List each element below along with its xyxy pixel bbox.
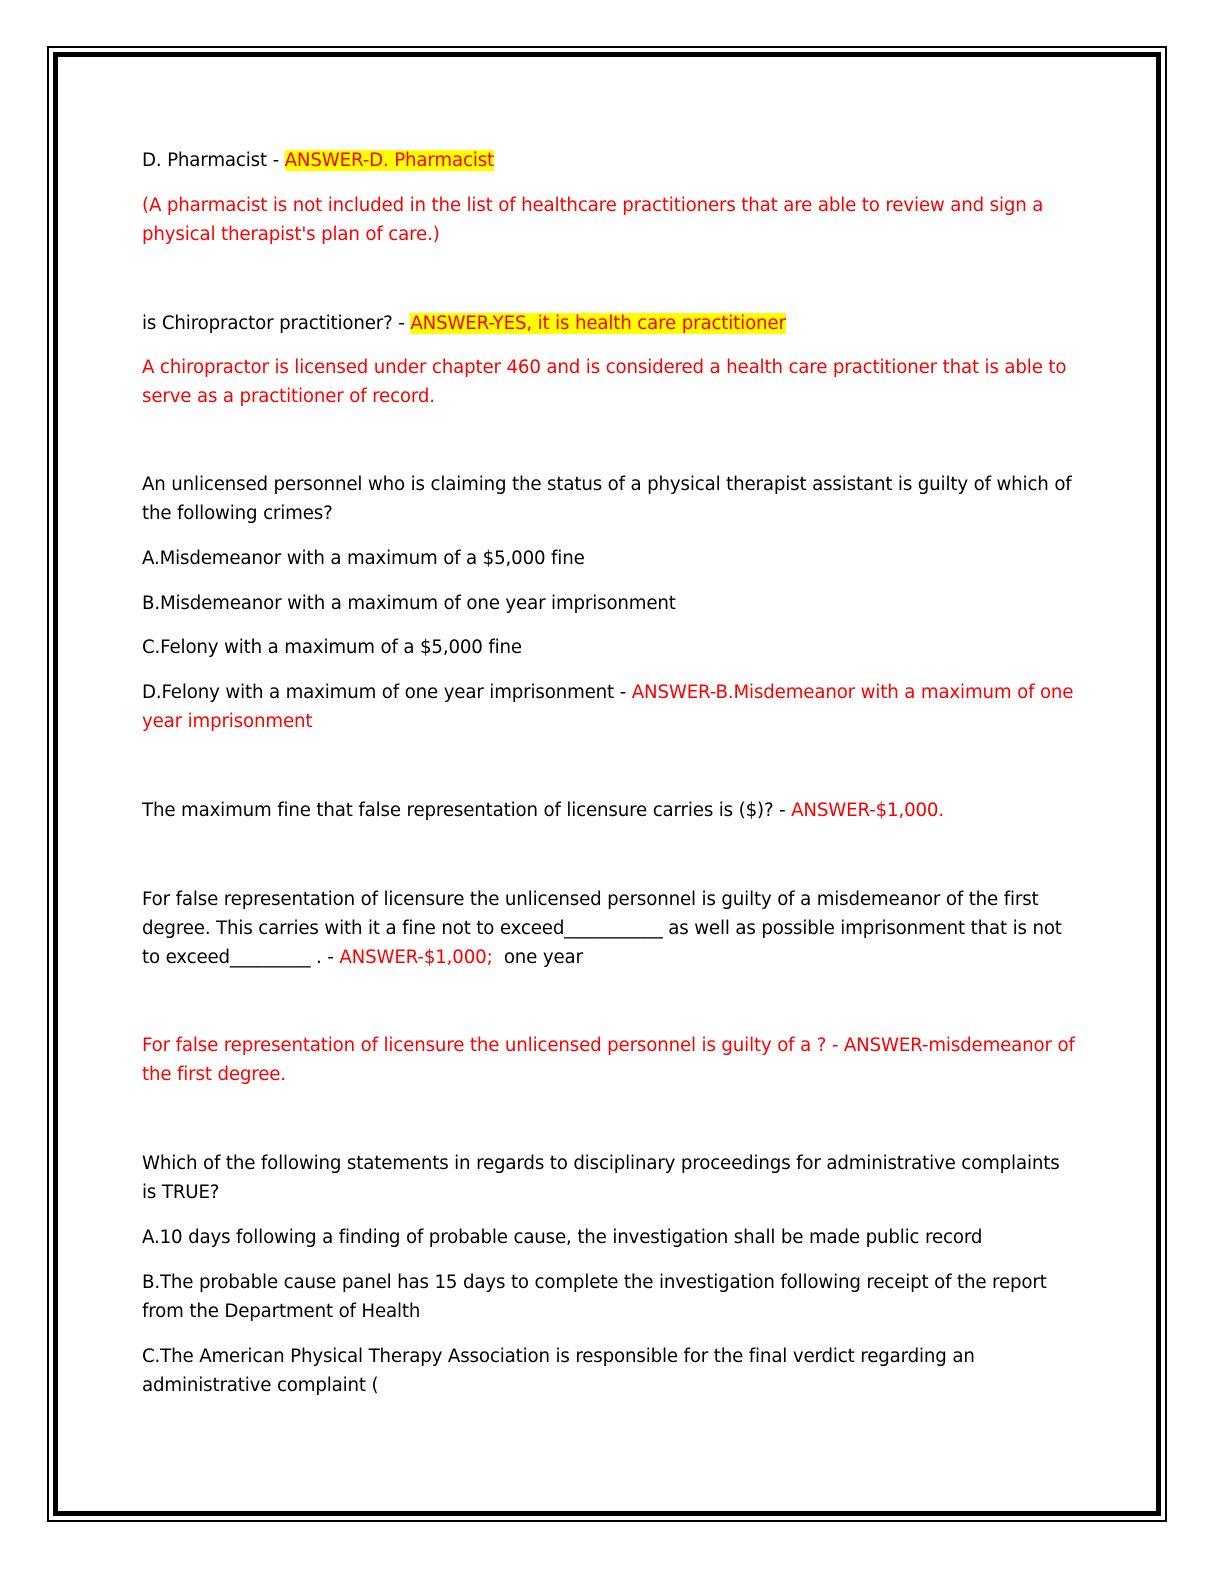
q2-answer: ANSWER-YES, it is health care practitioner	[410, 313, 786, 334]
q3-option-c: C.Felony with a maximum of a $5,000 fine	[142, 637, 522, 658]
q3-question: An unlicensed personnel who is claiming the status of a physical therapist assistant is guilty of which of the following crimes?	[142, 474, 1072, 524]
q1-answer: ANSWER-D. Pharmacist	[284, 150, 495, 171]
q3-option-d: D.Felony with a maximum of one year imprisonment -	[142, 682, 632, 703]
q4-question: The maximum fine that false representation of licensure carries is ($)? -	[142, 800, 792, 821]
q1-line	[142, 146, 1077, 175]
q3-option-a: A.Misdemeanor with a maximum of a $5,000 fine	[142, 548, 585, 569]
q7-option-a: A.10 days following a finding of probable cause, the investigation shall be made public record	[142, 1227, 983, 1248]
q3-answer: ANSWER-B.Misdemeanor with a maximum of one year imprisonment	[142, 682, 1074, 732]
q1-question: D. Pharmacist -	[142, 150, 285, 171]
q5-answer-tail: one year	[492, 947, 583, 968]
q7-question: Which of the following statements in regards to disciplinary proceedings for administrative complaints is TRUE?	[142, 1153, 1060, 1203]
q4-answer: ANSWER-$1,000.	[791, 800, 944, 821]
q5-answer: ANSWER-$1,000;	[339, 947, 493, 968]
q7-option-b: B.The probable cause panel has 15 days to complete the investigation following receipt of the report from the Department of Health	[142, 1272, 1047, 1322]
q2-line	[142, 309, 1077, 338]
q2-question: is Chiropractor practitioner? -	[142, 313, 411, 334]
q2-explanation: A chiropractor is licensed under chapter 460 and is considered a health care practitioner that is able to serve as a practitioner of record.	[142, 357, 1067, 407]
q3-option-b: B.Misdemeanor with a maximum of one year imprisonment	[142, 593, 676, 614]
q6-text: For false representation of licensure the unlicensed personnel is guilty of a ? - ANSWER-misdemeanor of the first degree.	[142, 1035, 1075, 1085]
q1-explanation: (A pharmacist is not included in the list of healthcare practitioners that are able to review and sign a physical therapist's plan of care.)	[142, 195, 1044, 245]
q5-question: For false representation of licensure the unlicensed personnel is guilty of a misdemeanor of the first degree. This carries with it a fine not to exceed___________ as well as possible imprisonment that is not to exceed_________ . -	[142, 889, 1062, 968]
q3-option-d-line	[142, 678, 1077, 736]
q5-line	[142, 885, 1077, 972]
q7-option-c: C.The American Physical Therapy Association is responsible for the final verdict regarding an administrative complaint (	[142, 1346, 975, 1396]
q4-line	[142, 796, 1077, 825]
